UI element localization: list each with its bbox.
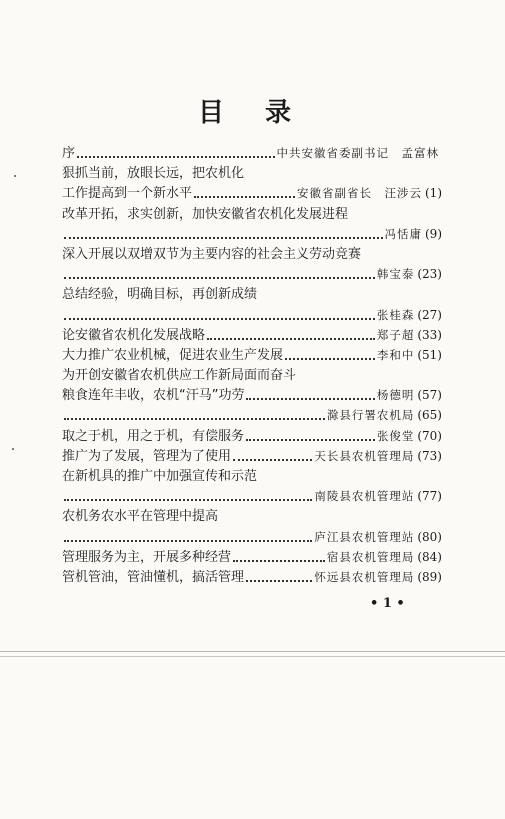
dot-leader <box>64 315 375 320</box>
toc-entry[interactable] <box>62 448 442 465</box>
toc-entry-author: 宿县农机管理局 <box>326 549 415 564</box>
toc-entry[interactable] <box>62 266 442 283</box>
toc-entry-author: 郑子超 <box>376 327 415 342</box>
scan-edge-line <box>0 656 505 657</box>
toc-entry-author: 冯恬庸 <box>384 226 422 241</box>
toc-entry-page: (27) <box>417 307 442 322</box>
toc-entry[interactable] <box>62 145 442 162</box>
dot-leader <box>64 537 312 542</box>
dot-leader <box>246 577 312 582</box>
toc-entry[interactable] <box>62 407 442 424</box>
toc-entry-author: 怀远县农机管理局 <box>314 569 415 584</box>
toc-entry[interactable] <box>62 508 442 525</box>
dot-leader <box>64 415 325 420</box>
toc-entry-page: (23) <box>417 267 442 282</box>
toc-entry[interactable] <box>62 165 442 182</box>
toc-entry[interactable] <box>62 529 442 546</box>
toc-entry-title: 在新机具的推广中加强宣传和示范 <box>62 469 258 484</box>
toc-entry-title: 农机务农水平在管理中提高 <box>62 509 219 525</box>
toc-entry-title: 取之于机，用之于机，有偿服务 <box>62 428 245 444</box>
dot-leader <box>233 456 312 461</box>
toc-entry[interactable] <box>62 226 442 243</box>
dot-leader <box>77 153 274 158</box>
toc-entry-title: 为开创安徽省农机供应工作新局面而奋斗 <box>62 368 297 384</box>
scan-speck <box>14 175 16 177</box>
toc-entry-page: (77) <box>417 489 442 504</box>
dot-leader <box>64 274 375 279</box>
toc-entry[interactable] <box>62 327 442 344</box>
toc-entry-title: 大力推广农业机械，促进农业生产发展 <box>62 347 284 363</box>
toc-entry-author: 中共安徽省委副书记 孟富林 <box>276 146 439 160</box>
toc-entry[interactable] <box>62 387 442 404</box>
toc-entry-title: 管理服务为主，开展多种经营 <box>62 549 232 565</box>
toc-entry-page: (65) <box>417 408 442 423</box>
toc-entry-author: 韩宝泰 <box>376 267 415 282</box>
toc-entry-page: (33) <box>417 327 442 342</box>
dot-leader <box>285 355 375 360</box>
toc-entry[interactable] <box>62 549 442 566</box>
dot-leader <box>207 335 375 340</box>
toc-entry-page: (70) <box>417 428 442 443</box>
toc-entry-author: 天长县农机管理局 <box>314 448 415 463</box>
toc-entry-author: 安徽省副省长 汪涉云 <box>297 186 422 201</box>
toc-entry-author: 庐江县农机管理站 <box>314 529 415 544</box>
toc-entry-page: (57) <box>417 388 442 403</box>
toc-entry-title: 深入开展以双增双节为主要内容的社会主义劳动竞赛 <box>62 246 362 262</box>
toc-entry[interactable] <box>62 286 442 303</box>
toc-entry-title: 序 <box>62 146 76 161</box>
dot-leader <box>246 395 374 400</box>
toc-entry[interactable] <box>62 468 442 485</box>
toc-entry-title: 粮食连年丰收，农机“汗马”功劳 <box>62 388 245 404</box>
toc-entry[interactable] <box>62 428 442 445</box>
page-number: • 1 • <box>370 596 405 611</box>
toc-entry[interactable] <box>62 347 442 364</box>
toc-entry-title: 工作提高到一个新水平 <box>62 186 193 202</box>
toc-entry-author: 张桂森 <box>376 307 415 322</box>
toc-entry-page: (73) <box>417 448 442 463</box>
toc-entry-author: 张俊堂 <box>376 428 415 443</box>
scan-speck <box>12 448 14 450</box>
toc-entry-title: 狠抓当前，放眼长远，把农机化 <box>62 166 245 182</box>
toc-entry-page: (1) <box>425 186 442 201</box>
toc-entry-title: 总结经验，明确目标，再创新成绩 <box>62 287 258 303</box>
dot-leader <box>64 496 312 501</box>
toc-entry-author: 滁县行署农机局 <box>326 408 415 423</box>
toc-entry-page: (84) <box>417 549 442 564</box>
toc-entry[interactable] <box>62 246 442 263</box>
toc-entry-title: 改革开拓，求实创新，加快安徽省农机化发展进程 <box>62 206 349 222</box>
toc-entry-page: (89) <box>417 569 442 584</box>
toc-entry[interactable] <box>62 569 442 586</box>
page-title: 目 录 <box>197 98 308 128</box>
toc-entry[interactable] <box>62 206 442 223</box>
dot-leader <box>246 436 375 441</box>
toc-entry[interactable] <box>62 307 442 324</box>
toc-entry-title: 推广为了发展，管理为了使用 <box>62 448 232 464</box>
toc-entry[interactable] <box>62 488 442 505</box>
dot-leader <box>233 557 325 562</box>
table-of-contents <box>62 145 442 589</box>
toc-entry-author: 李和中 <box>376 347 415 362</box>
toc-entry[interactable] <box>62 367 442 384</box>
toc-entry-title: 论安徽省农机化发展战略 <box>62 327 206 343</box>
toc-entry-author: 杨德明 <box>376 388 415 403</box>
toc-entry-author: 南陵县农机管理站 <box>314 489 415 504</box>
dot-leader <box>194 193 295 198</box>
dot-leader <box>64 234 383 239</box>
toc-entry-title: 管机管油，管油懂机，搞活管理 <box>62 569 245 585</box>
toc-entry-page: (80) <box>417 529 442 544</box>
toc-entry-page: (9) <box>425 226 442 241</box>
toc-entry[interactable] <box>62 185 442 202</box>
toc-entry-page: (51) <box>417 347 442 362</box>
scan-edge-line <box>0 651 505 652</box>
